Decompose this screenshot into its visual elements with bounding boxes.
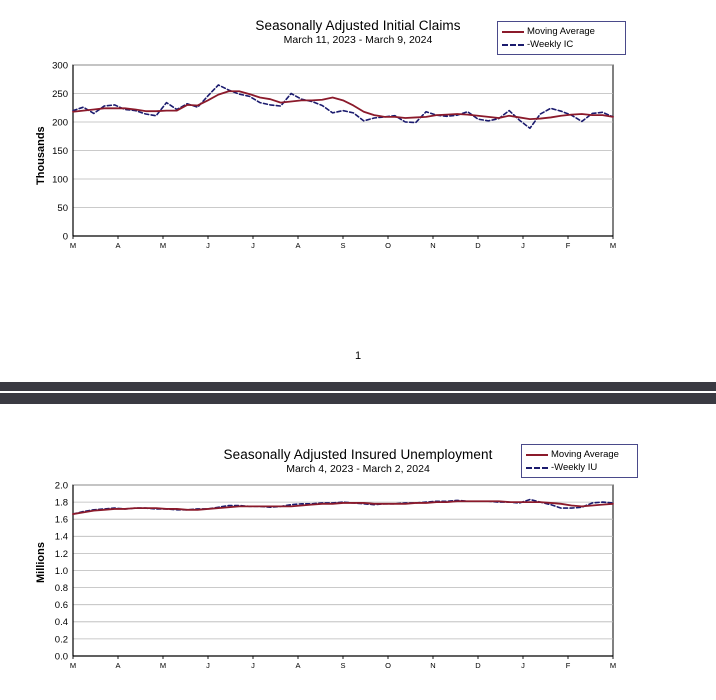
svg-text:J: J (521, 661, 525, 670)
svg-text:F: F (565, 241, 571, 250)
svg-text:M: M (609, 241, 617, 250)
svg-text:0.4: 0.4 (54, 617, 68, 629)
svg-text:M: M (159, 241, 167, 250)
svg-text:M: M (159, 661, 167, 670)
chart1-title: Seasonally Adjusted Initial Claims (255, 18, 461, 33)
svg-text:1.8: 1.8 (54, 497, 68, 509)
svg-text:M: M (609, 661, 617, 670)
chart2-subtitle: March 4, 2023 - March 2, 2024 (286, 463, 430, 475)
chart1-legend-label-2: -Weekly IC (527, 39, 574, 50)
svg-text:0.0: 0.0 (54, 651, 68, 663)
svg-text:150: 150 (52, 145, 68, 157)
svg-text:50: 50 (57, 202, 68, 214)
svg-text:2.0: 2.0 (54, 480, 68, 492)
chart1-legend-label-1: Moving Average (527, 26, 595, 37)
svg-text:O: O (385, 241, 391, 250)
svg-text:300: 300 (52, 60, 68, 72)
svg-text:0.6: 0.6 (54, 600, 68, 612)
svg-text:0: 0 (62, 231, 68, 243)
chart2-ylabel: Millions (35, 542, 47, 583)
svg-text:M: M (69, 241, 77, 250)
svg-text:1.0: 1.0 (54, 565, 68, 577)
svg-text:0.8: 0.8 (54, 583, 68, 594)
svg-text:F: F (565, 661, 571, 670)
chart2-legend-label-2: -Weekly IU (551, 462, 598, 473)
svg-text:A: A (115, 241, 121, 250)
svg-text:J: J (206, 661, 210, 670)
chart2-plot-area (0, 420, 716, 680)
svg-text:D: D (475, 661, 481, 670)
svg-text:A: A (295, 241, 301, 250)
chart1-subtitle: March 11, 2023 - March 9, 2024 (283, 34, 433, 46)
chart2-svg (0, 420, 716, 680)
svg-text:A: A (115, 661, 121, 670)
chart1-svg (0, 0, 716, 260)
svg-text:S: S (340, 661, 346, 670)
svg-text:0.2: 0.2 (54, 634, 68, 646)
svg-text:S: S (340, 241, 346, 250)
svg-text:A: A (295, 661, 301, 670)
svg-text:O: O (385, 661, 391, 670)
svg-text:100: 100 (52, 174, 68, 186)
svg-text:250: 250 (52, 88, 68, 100)
svg-text:J: J (206, 241, 210, 250)
svg-text:1.6: 1.6 (54, 514, 68, 526)
chart1-plot-area (0, 0, 716, 260)
svg-text:1.2: 1.2 (54, 548, 68, 560)
svg-text:M: M (69, 661, 77, 670)
svg-text:J: J (521, 241, 525, 250)
page-separator (0, 382, 716, 404)
svg-text:J: J (251, 661, 255, 670)
chart2-title: Seasonally Adjusted Insured Unemployment (223, 447, 493, 462)
svg-text:N: N (430, 241, 436, 250)
svg-text:N: N (430, 661, 436, 670)
svg-text:D: D (475, 241, 481, 250)
svg-text:200: 200 (52, 117, 68, 129)
page-number: 1 (354, 350, 362, 362)
chart1-ylabel: Thousands (35, 126, 47, 185)
svg-text:J: J (251, 241, 255, 250)
page-separator-line (0, 391, 716, 393)
svg-text:1.4: 1.4 (54, 531, 68, 543)
chart2-legend-label-1: Moving Average (551, 449, 619, 460)
